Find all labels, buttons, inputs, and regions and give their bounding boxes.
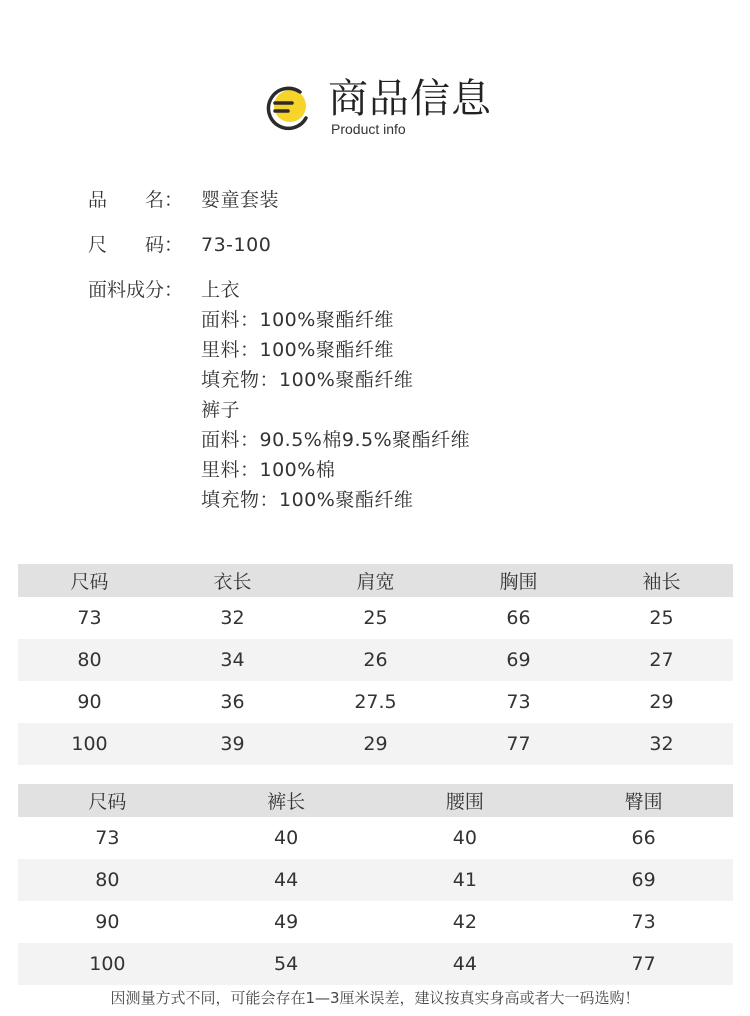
fabric-label: 面料成分： bbox=[88, 279, 184, 301]
fabric-line: 裤子 bbox=[201, 399, 241, 421]
fabric-line: 上衣 bbox=[201, 279, 241, 301]
table-header-cell: 尺码 bbox=[88, 791, 127, 813]
table-cell: 73 bbox=[95, 827, 120, 849]
table-header-cell: 尺码 bbox=[70, 571, 109, 593]
table-cell: 73 bbox=[631, 911, 656, 933]
table-header-cell: 衣长 bbox=[213, 571, 252, 593]
name-label: 品 名： bbox=[88, 189, 184, 211]
table-cell: 100 bbox=[71, 733, 108, 755]
fabric-composition bbox=[201, 275, 470, 515]
table-header-cell: 肩宽 bbox=[356, 571, 395, 593]
table-cell: 54 bbox=[274, 953, 299, 975]
fabric-line: 里料：100%聚酯纤维 bbox=[201, 339, 394, 361]
table-header-cell: 臀围 bbox=[624, 791, 663, 813]
table-cell: 40 bbox=[274, 827, 299, 849]
table-cell: 42 bbox=[452, 911, 477, 933]
table-cell: 27 bbox=[649, 649, 674, 671]
document-lines-icon bbox=[262, 84, 312, 134]
table-cell: 73 bbox=[506, 691, 531, 713]
table-cell: 40 bbox=[452, 827, 477, 849]
table-header-cell: 腰围 bbox=[445, 791, 484, 813]
product-info-header bbox=[262, 68, 522, 148]
table-row bbox=[18, 943, 733, 985]
table-header-row bbox=[18, 564, 733, 597]
table-header-cell: 袖长 bbox=[642, 571, 681, 593]
table-cell: 26 bbox=[363, 649, 388, 671]
info-row-fabric bbox=[88, 275, 728, 515]
table-cell: 44 bbox=[452, 953, 477, 975]
table-cell: 49 bbox=[274, 911, 299, 933]
table-cell: 73 bbox=[77, 607, 102, 629]
fabric-line: 填充物：100%聚酯纤维 bbox=[201, 489, 414, 511]
top-size-table bbox=[18, 564, 733, 765]
table-cell: 80 bbox=[95, 869, 120, 891]
table-cell: 66 bbox=[506, 607, 531, 629]
measurement-note: 因测量方式不同，可能会存在1—3厘米误差，建议按真实身高或者大一码选购！ bbox=[110, 989, 640, 1007]
table-row bbox=[18, 859, 733, 901]
table-cell: 39 bbox=[220, 733, 245, 755]
table-cell: 100 bbox=[89, 953, 126, 975]
size-label: 尺 码： bbox=[88, 234, 184, 256]
table-cell: 77 bbox=[506, 733, 531, 755]
table-cell: 29 bbox=[363, 733, 388, 755]
table-row bbox=[18, 817, 733, 859]
table-cell: 41 bbox=[452, 869, 477, 891]
info-row-name bbox=[88, 185, 728, 215]
table-cell: 29 bbox=[649, 691, 674, 713]
info-row-size bbox=[88, 230, 728, 260]
product-info-list bbox=[88, 185, 728, 530]
fabric-line: 面料：90.5%棉9.5%聚酯纤维 bbox=[201, 429, 471, 451]
bottom-size-table bbox=[18, 784, 733, 985]
table-cell: 25 bbox=[363, 607, 388, 629]
table-cell: 77 bbox=[631, 953, 656, 975]
table-header-row bbox=[18, 784, 733, 817]
page-title: 商品信息 bbox=[328, 76, 492, 122]
table-cell: 25 bbox=[649, 607, 674, 629]
table-header-cell: 胸围 bbox=[499, 571, 538, 593]
table-cell: 69 bbox=[506, 649, 531, 671]
table-cell: 34 bbox=[220, 649, 245, 671]
table-cell: 66 bbox=[631, 827, 656, 849]
table-row bbox=[18, 901, 733, 943]
fabric-line: 填充物：100%聚酯纤维 bbox=[201, 369, 414, 391]
table-cell: 90 bbox=[77, 691, 102, 713]
table-cell: 27.5 bbox=[354, 691, 397, 713]
name-value: 婴童套装 bbox=[201, 189, 280, 211]
table-cell: 80 bbox=[77, 649, 102, 671]
table-cell: 44 bbox=[274, 869, 299, 891]
table-row bbox=[18, 681, 733, 723]
table-cell: 69 bbox=[631, 869, 656, 891]
fabric-line: 里料：100%棉 bbox=[201, 459, 336, 481]
table-row bbox=[18, 639, 733, 681]
fabric-line: 面料：100%聚酯纤维 bbox=[201, 309, 394, 331]
table-row bbox=[18, 597, 733, 639]
table-cell: 36 bbox=[220, 691, 245, 713]
table-cell: 32 bbox=[649, 733, 674, 755]
size-value: 73-100 bbox=[201, 234, 272, 256]
table-cell: 90 bbox=[95, 911, 120, 933]
page-subtitle: Product info bbox=[331, 121, 406, 137]
table-header-cell: 裤长 bbox=[267, 791, 306, 813]
table-cell: 32 bbox=[220, 607, 245, 629]
table-row bbox=[18, 723, 733, 765]
